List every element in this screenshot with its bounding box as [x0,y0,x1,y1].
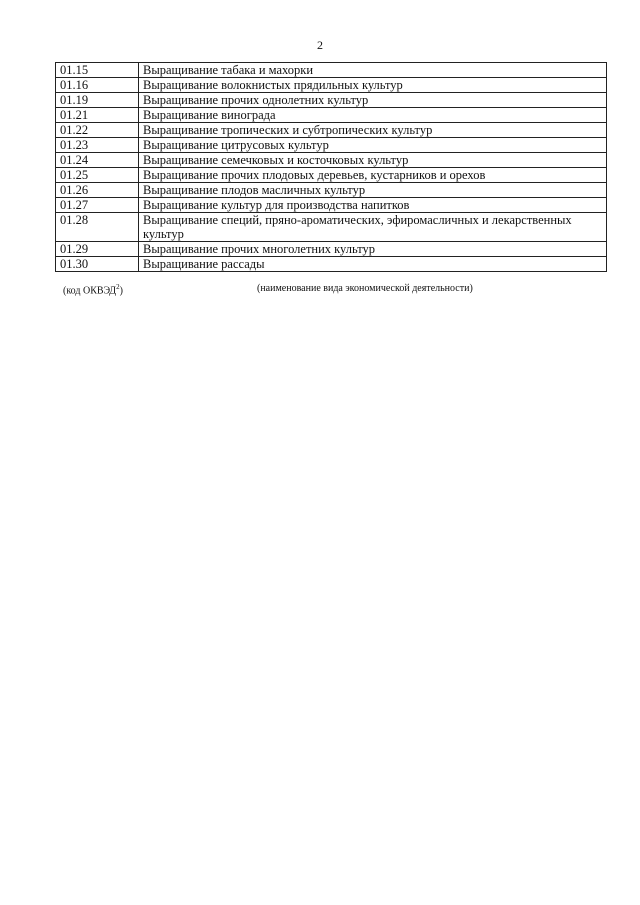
table-row [56,78,607,93]
table-row [56,93,607,108]
table-row [56,123,607,138]
activity-name: Выращивание цитрусовых культур [139,138,607,153]
okved-code: 01.19 [56,93,139,108]
table-row [56,168,607,183]
table-row [56,63,607,78]
activity-name: Выращивание прочих однолетних культур [139,93,607,108]
table-row [56,153,607,168]
okved-table-body [56,63,607,272]
activity-name: Выращивание волокнистых прядильных культур [139,78,607,93]
name-column-caption: (наименование вида экономической деятельности) [257,283,473,294]
okved-code: 01.27 [56,198,139,213]
activity-name: Выращивание специй, пряно-ароматических, эфиромасличных и лекарственных культур [139,213,607,242]
code-caption-text: (код ОКВЭД [63,285,117,297]
okved-table [55,62,607,272]
code-caption-close: ) [119,285,123,297]
activity-name: Выращивание винограда [139,108,607,123]
activity-name: Выращивание культур для производства напитков [139,198,607,213]
okved-code: 01.15 [56,63,139,78]
okved-code: 01.16 [56,78,139,93]
okved-code: 01.25 [56,168,139,183]
footnote-marker: 2 [116,283,120,291]
okved-code: 01.26 [56,183,139,198]
okved-code: 01.22 [56,123,139,138]
activity-name: Выращивание прочих плодовых деревьев, кустарников и орехов [139,168,607,183]
activity-name: Выращивание прочих многолетних культур [139,242,607,257]
table-row [56,257,607,272]
table-row [56,138,607,153]
code-column-caption [63,283,123,296]
activity-name: Выращивание тропических и субтропических культур [139,123,607,138]
table-row [56,183,607,198]
okved-code: 01.30 [56,257,139,272]
activity-name: Выращивание табака и махорки [139,63,607,78]
page-number: 2 [317,38,323,52]
table-row [56,213,607,242]
table-row [56,108,607,123]
activity-name: Выращивание плодов масличных культур [139,183,607,198]
okved-code: 01.24 [56,153,139,168]
table-row [56,242,607,257]
okved-code: 01.21 [56,108,139,123]
table-row [56,198,607,213]
okved-code: 01.28 [56,213,139,242]
okved-code: 01.29 [56,242,139,257]
activity-name: Выращивание рассады [139,257,607,272]
activity-name: Выращивание семечковых и косточковых культур [139,153,607,168]
okved-code: 01.23 [56,138,139,153]
